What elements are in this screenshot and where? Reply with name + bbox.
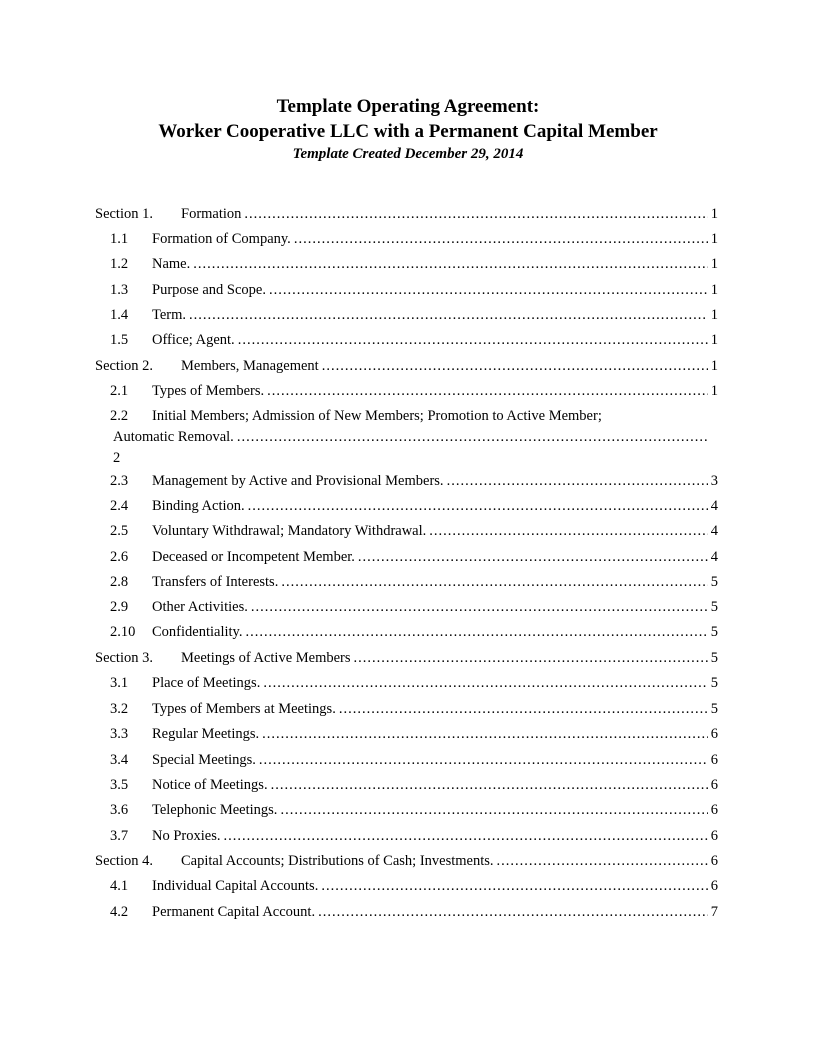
toc-entry-label: Management by Active and Provisional Members. [152, 473, 444, 489]
toc-entry-label: Individual Capital Accounts. [152, 878, 319, 894]
toc-entry-number: 2.8 [110, 574, 129, 590]
toc-entry-number: 3.1 [110, 675, 129, 691]
toc-entry-page: 1 [710, 383, 718, 399]
toc-entry-label: Transfers of Interests. [152, 574, 279, 590]
toc-entry-page: 1 [710, 231, 718, 247]
toc-entry-number: 2.5 [110, 523, 129, 539]
toc-entry-label: Other Activities. [152, 599, 248, 615]
toc-entry[interactable] [110, 801, 718, 819]
toc-entry-number: 3.2 [110, 701, 129, 717]
toc-entry-page: 6 [710, 726, 718, 742]
toc-entry-number: 2.6 [110, 549, 129, 565]
toc-entry[interactable] [110, 623, 718, 641]
toc-entry-page: 1 [710, 206, 718, 222]
toc-entry-number: 2.1 [110, 383, 129, 399]
toc-entry[interactable] [110, 255, 718, 273]
toc-leader-dots [189, 306, 708, 324]
toc-entry-label: Purpose and Scope. [152, 282, 266, 298]
toc-entry[interactable] [110, 306, 718, 324]
toc-entry-number: 3.7 [110, 828, 129, 844]
toc-entry-number: 1.5 [110, 332, 129, 348]
toc-entry[interactable] [110, 522, 718, 540]
toc-leader-dots [238, 331, 708, 349]
toc-leader-dots [263, 674, 707, 692]
toc-entry-label: Telephonic Meetings. [152, 802, 278, 818]
toc-entry[interactable] [110, 827, 718, 845]
toc-entry-page: 5 [710, 624, 718, 640]
toc-entry-label: Voluntary Withdrawal; Mandatory Withdrawal. [152, 523, 427, 539]
toc-leader-dots [262, 725, 708, 743]
document-subtitle: Template Created December 29, 2014 [292, 146, 524, 162]
toc-leader-dots [358, 548, 708, 566]
toc-entry[interactable] [110, 700, 718, 718]
toc-entry-number: 2.2 [110, 408, 129, 424]
toc-entry-number: Section 4. [95, 853, 153, 869]
toc-entry-number: 1.2 [110, 256, 129, 272]
toc-entry[interactable] [110, 598, 718, 616]
toc-entry[interactable] [110, 877, 718, 895]
toc-leader-dots [318, 903, 708, 921]
toc-entry-page: 6 [710, 802, 718, 818]
toc-entry-label: Formation of Company. [152, 231, 291, 247]
toc-leader-dots [259, 751, 708, 769]
toc-entry[interactable] [110, 548, 718, 566]
toc-section-entry[interactable] [95, 852, 718, 870]
toc-leader-dots [354, 649, 708, 667]
document-title-line1: Template Operating Agreement: [276, 96, 540, 117]
toc-entry[interactable] [110, 903, 718, 921]
toc-entry[interactable] [110, 776, 718, 794]
toc-entry-label: Special Meetings. [152, 752, 256, 768]
toc-entry-page: 1 [710, 307, 718, 323]
toc-entry-page: 4 [710, 549, 718, 565]
toc-entry-number: 4.1 [110, 878, 129, 894]
toc-entry-label: Types of Members. [152, 383, 265, 399]
toc-entry-number: 3.6 [110, 802, 129, 818]
toc-entry-page: 4 [710, 523, 718, 539]
toc-entry[interactable] [110, 406, 718, 469]
toc-entry-label: Members, Management [181, 358, 319, 374]
toc-entry-label: Name. [152, 256, 191, 272]
toc-entry-label: Capital Accounts; Distributions of Cash; Investments. [181, 853, 494, 869]
toc-leader-dots [497, 852, 708, 870]
toc-leader-dots [321, 877, 707, 895]
toc-entry[interactable] [110, 674, 718, 692]
toc-entry-label: Permanent Capital Account. [152, 904, 316, 920]
toc-leader-dots [294, 230, 708, 248]
toc-entry-label: Office; Agent. [152, 332, 235, 348]
toc-entry-label: No Proxies. [152, 828, 221, 844]
toc-leader-dots [248, 497, 708, 515]
toc-entry-page: 5 [710, 675, 718, 691]
toc-entry-label: Formation [181, 206, 242, 222]
toc-entry-page: 2 [113, 450, 121, 466]
toc-entry-number: 2.3 [110, 473, 129, 489]
toc-leader-dots [193, 255, 708, 273]
toc-entry-number: 2.4 [110, 498, 129, 514]
toc-section-entry[interactable] [95, 649, 718, 667]
toc-entry-number: 2.10 [110, 624, 136, 640]
toc-entry-page: 6 [710, 777, 718, 793]
toc-entry-label: Place of Meetings. [152, 675, 261, 691]
toc-entry-number: 1.1 [110, 231, 129, 247]
toc-entry-page: 5 [710, 650, 718, 666]
toc-entry-number: 1.4 [110, 307, 129, 323]
toc-leader-dots [271, 776, 708, 794]
toc-entry[interactable] [110, 497, 718, 515]
toc-leader-dots [237, 427, 708, 448]
toc-leader-dots [223, 827, 707, 845]
toc-entry-page: 6 [710, 878, 718, 894]
toc-entry-label: Term. [152, 307, 187, 323]
toc-entry-number: 3.4 [110, 752, 129, 768]
toc-entry-number: 2.9 [110, 599, 129, 615]
toc-entry-page: 1 [710, 332, 718, 348]
toc-entry-page: 1 [710, 282, 718, 298]
toc-entry-label: Initial Members; Admission of New Members; Promotion to Active Member; [152, 408, 602, 424]
toc-entry-page: 7 [710, 904, 718, 920]
toc-entry-page: 6 [710, 752, 718, 768]
document-title-line2: Worker Cooperative LLC with a Permanent Capital Member [158, 121, 658, 142]
toc-entry[interactable] [110, 573, 718, 591]
toc-entry[interactable] [110, 725, 718, 743]
toc-entry-page: 6 [710, 828, 718, 844]
toc-entry-label: Notice of Meetings. [152, 777, 268, 793]
toc-leader-dots [244, 205, 707, 223]
toc-leader-dots [245, 623, 707, 641]
toc-entry[interactable] [110, 331, 718, 349]
toc-leader-dots [251, 598, 708, 616]
toc-leader-dots [281, 573, 707, 591]
toc-leader-dots [267, 382, 708, 400]
toc-entry-page: 3 [710, 473, 718, 489]
toc-entry-page: 5 [710, 599, 718, 615]
toc-entry-number: 4.2 [110, 904, 129, 920]
toc-entry-page: 1 [710, 358, 718, 374]
toc-leader-dots [447, 472, 708, 490]
toc-section-entry[interactable] [95, 357, 718, 375]
toc-entry-label: Confidentiality. [152, 624, 243, 640]
toc-entry-label: Regular Meetings. [152, 726, 260, 742]
toc-entry-label: Binding Action. [152, 498, 245, 514]
toc-entry[interactable] [110, 281, 718, 299]
toc-entry-number: Section 2. [95, 358, 153, 374]
toc-entry-label-continued: Automatic Removal. [113, 429, 234, 445]
toc-leader-dots [280, 801, 707, 819]
toc-entry-page: 6 [710, 853, 718, 869]
toc-entry-page: 5 [710, 574, 718, 590]
toc-entry-page: 5 [710, 701, 718, 717]
toc-entry[interactable] [110, 382, 718, 400]
toc-leader-dots [269, 281, 708, 299]
toc-entry[interactable] [110, 751, 718, 769]
toc-entry-page: 4 [710, 498, 718, 514]
toc-entry-number: Section 1. [95, 206, 153, 222]
toc-leader-dots [429, 522, 707, 540]
toc-entry-number: 3.3 [110, 726, 129, 742]
toc-entry[interactable] [110, 472, 718, 490]
toc-entry-number: 1.3 [110, 282, 129, 298]
toc-leader-dots [322, 357, 708, 375]
toc-section-entry[interactable] [95, 205, 718, 223]
toc-entry-label: Types of Members at Meetings. [152, 701, 336, 717]
toc-entry-number: Section 3. [95, 650, 153, 666]
toc-entry-number: 3.5 [110, 777, 129, 793]
toc-entry-label: Meetings of Active Members [181, 650, 351, 666]
toc-entry-page: 1 [710, 256, 718, 272]
toc-entry-label: Deceased or Incompetent Member. [152, 549, 355, 565]
toc-entry[interactable] [110, 230, 718, 248]
toc-leader-dots [339, 700, 708, 718]
